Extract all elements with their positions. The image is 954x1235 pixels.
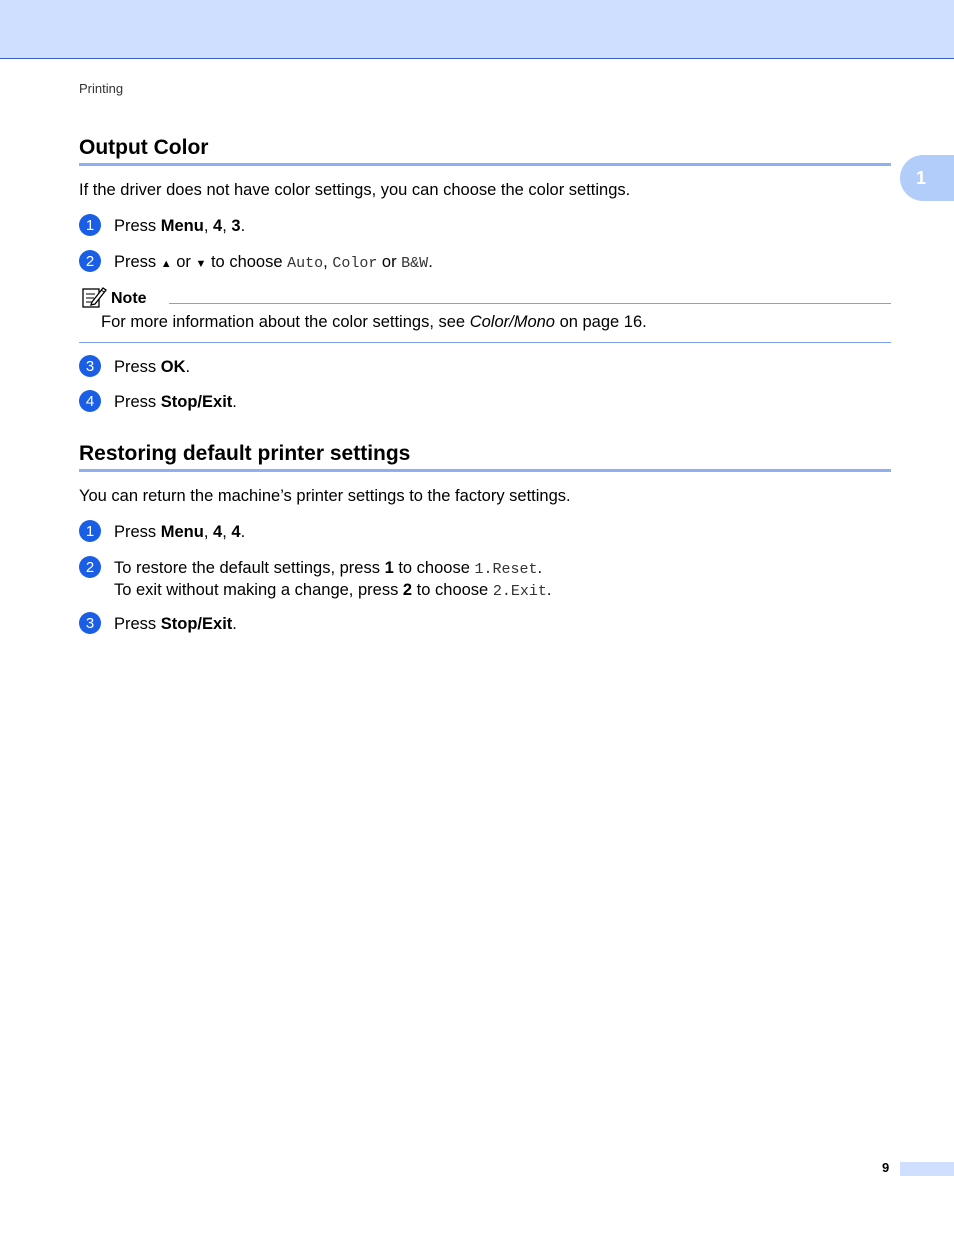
step-text: Press Menu, 4, 3. [114, 217, 246, 235]
page-number: 9 [882, 1160, 890, 1175]
step-text: To restore the default settings, press 1 to choose 1.Reset. To exit without making a change, press 2 to choose 2.Exit. [114, 559, 552, 600]
note-text: For more information about the color settings, see Color/Mono on page 16. [101, 313, 647, 331]
step-number: 4 [79, 390, 101, 412]
section-intro: You can return the machine’s printer settings to the factory settings. [79, 487, 571, 505]
section-title-restoring-defaults: Restoring default printer settings [79, 442, 891, 472]
step-number: 2 [79, 556, 101, 578]
step-text: Press Menu, 4, 4. [114, 523, 246, 541]
step-text: Press Stop/Exit. [114, 393, 237, 411]
footer-band [900, 1162, 954, 1176]
running-head: Printing [79, 81, 124, 96]
chapter-tab: 1 [900, 155, 954, 201]
up-arrow-icon: ▲ [160, 258, 172, 270]
step-text: Press OK. [114, 358, 191, 376]
step-number: 3 [79, 612, 101, 634]
step-number: 1 [79, 520, 101, 542]
step-number: 1 [79, 214, 101, 236]
step-number: 3 [79, 355, 101, 377]
cross-reference-link: Color/Mono [469, 313, 555, 331]
note-divider [169, 303, 891, 304]
header-band [0, 0, 954, 59]
note-pencil-icon [81, 285, 107, 309]
down-arrow-icon: ▼ [195, 258, 207, 270]
note-label: Note [111, 290, 147, 307]
step-text: Press ▲ or ▼ to choose Auto, Color or B&W. [114, 253, 433, 272]
step-number: 2 [79, 250, 101, 272]
section-intro: If the driver does not have color settings, you can choose the color settings. [79, 181, 631, 199]
note-header [81, 285, 891, 307]
step-text: Press Stop/Exit. [114, 615, 237, 633]
section-title-output-color: Output Color [79, 136, 891, 166]
note-divider-bottom [79, 342, 891, 343]
